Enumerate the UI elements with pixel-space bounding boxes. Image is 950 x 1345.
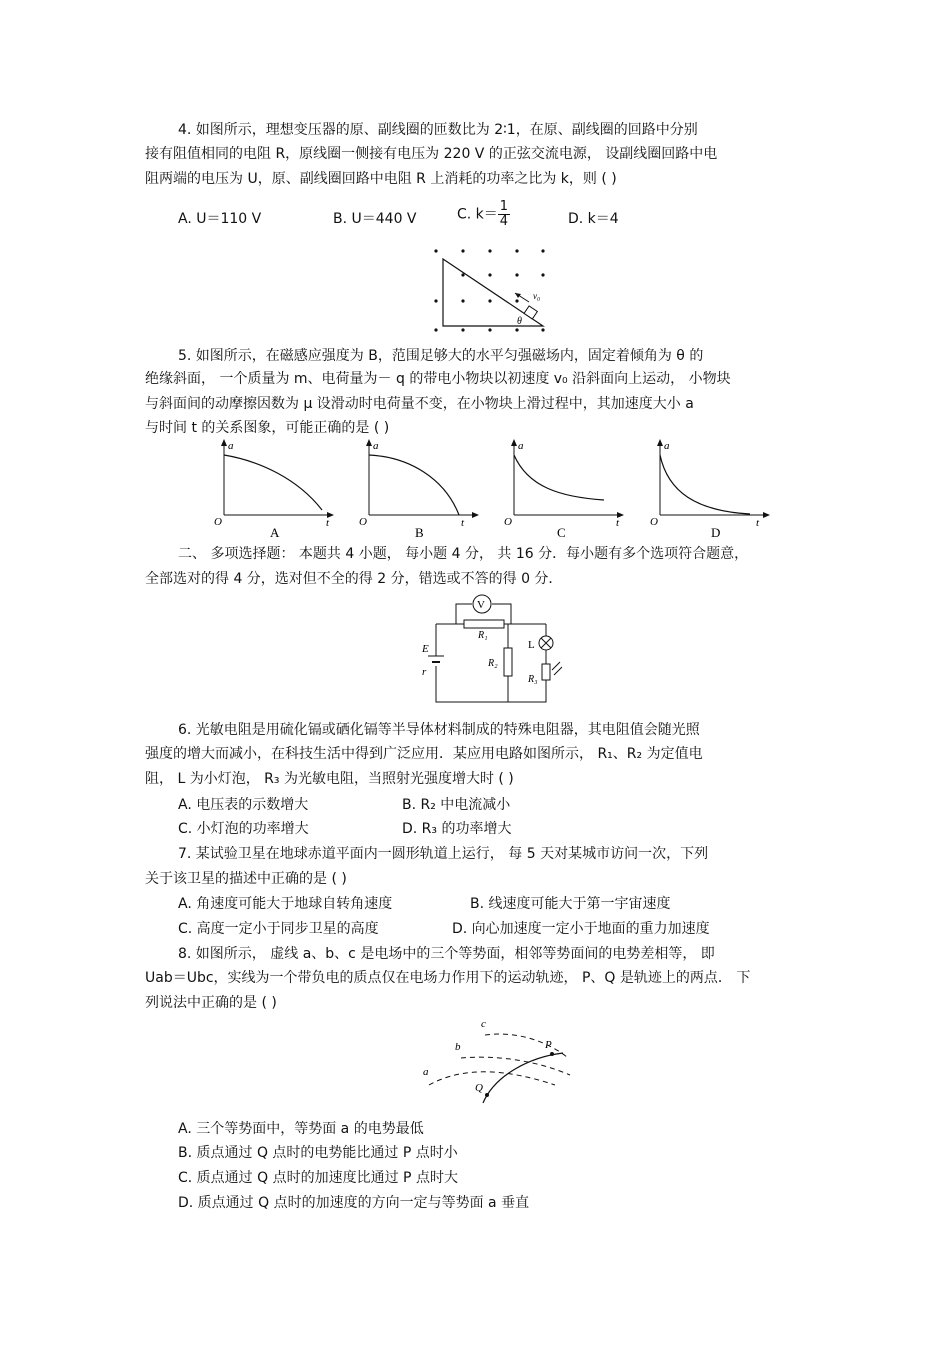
graph-d-ylabel: a	[664, 440, 670, 452]
q8-option-a: A. 三个等势面中，等势面 a 的电势最低	[178, 1121, 424, 1137]
circuit-figure	[416, 590, 566, 710]
block	[524, 306, 537, 319]
graph-a-ylabel: a	[228, 440, 234, 452]
theta-label: θ	[517, 316, 522, 327]
q5-line4: 与时间 t 的关系图象，可能正确的是 ( )	[145, 420, 390, 436]
graph-c-xlabel: t	[616, 517, 620, 529]
q6-option-a: A. 电压表的示数增大	[178, 797, 309, 813]
q5-graph-b	[355, 437, 485, 542]
r2-label: R₂	[488, 658, 498, 669]
q5-line1: 5. 如图所示，在磁感应强度为 B，范围足够大的水平匀强磁场内，固定着倾角为 θ 的	[178, 348, 704, 364]
q4-option-d: D. k＝4	[568, 211, 619, 227]
q7-option-a: A. 角速度可能大于地球自转角速度	[178, 896, 393, 912]
graph-d-origin: O	[650, 516, 658, 528]
q7-line1: 7. 某试验卫星在地球赤道平面内一圆形轨道上运行， 每 5 天对某城市访问一次，下列	[178, 846, 709, 862]
q6-option-c: C. 小灯泡的功率增大	[178, 821, 309, 837]
graph-c-caption: C	[557, 525, 566, 540]
q6-line3: 阻， L 为小灯泡， R₃ 为光敏电阻，当照射光强度增大时 ( )	[145, 771, 514, 787]
q7-line2: 关于该卫星的描述中正确的是 ( )	[145, 871, 347, 887]
curve-d	[660, 455, 750, 514]
q5-line2: 绝缘斜面， 一个质量为 m、电荷量为－ q 的带电小物块以初速度 v₀ 沿斜面向上运动， 小物块	[145, 371, 731, 387]
q4-option-c-denominator: 4	[499, 214, 509, 229]
q4-option-c-prefix: C. k＝	[457, 206, 498, 223]
q6-line2: 强度的增大而减小，在科技生活中得到广泛应用．某应用电路如图所示， R₁、R₂ 为定值电	[145, 746, 703, 762]
q6-option-b: B. R₂ 中电流减小	[402, 797, 511, 813]
r3-label: R₃	[528, 674, 538, 685]
graph-c-ylabel: a	[518, 440, 524, 452]
curve-b	[369, 455, 459, 515]
q7-option-b: B. 线速度可能大于第一宇宙速度	[470, 896, 671, 912]
graph-a-caption: A	[270, 525, 280, 540]
emf-label: E	[422, 643, 429, 655]
resistor-r1	[464, 620, 504, 628]
q8-equipotential-figure	[415, 1015, 575, 1110]
q4-option-c-numerator: 1	[499, 199, 509, 214]
q7-option-d: D. 向心加速度一定小于地面的重力加速度	[452, 921, 710, 937]
q4-option-a: A. U＝110 V	[178, 211, 262, 227]
q8-option-c: C. 质点通过 Q 点时的加速度比通过 P 点时大	[178, 1170, 458, 1186]
graph-a-origin: O	[214, 516, 222, 528]
voltmeter-label: V	[477, 599, 485, 611]
q4-line2: 接有阻值相同的电阻 R，原线圈一侧接有电压为 220 V 的正弦交流电源， 设副线圈回路中电	[145, 146, 718, 162]
q6-line1: 6. 光敏电阻是用硫化镉或硒化镉等半导体材料制成的特殊电阻器，其电阻值会随光照	[178, 722, 700, 738]
q4-option-c-fraction	[498, 200, 510, 229]
q4-line3: 阻两端的电压为 U，原、副线圈回路中电阻 R 上消耗的功率之比为 k，则 ( )	[145, 171, 617, 187]
resistor-r3	[542, 664, 550, 680]
lamp-label: L	[528, 639, 535, 651]
equipotential-a	[429, 1072, 555, 1085]
trajectory	[483, 1053, 563, 1103]
label-p: P	[545, 1039, 552, 1051]
q5-graph-d	[646, 437, 776, 542]
curve-a	[224, 455, 322, 510]
q6-option-d: D. R₃ 的功率增大	[402, 821, 512, 837]
q5-graph-c	[500, 437, 630, 542]
q7-option-c: C. 高度一定小于同步卫星的高度	[178, 921, 379, 937]
q8-line2: Uab＝Ubc，实线为一个带负电的质点仅在电场力作用下的运动轨迹， P、Q 是轨迹上的两点． 下	[145, 970, 751, 986]
label-c: c	[481, 1018, 486, 1030]
velocity-arrowhead	[515, 293, 521, 298]
curve-c	[514, 455, 604, 500]
q5-incline-figure	[425, 242, 555, 337]
graph-d-caption: D	[711, 525, 721, 540]
label-a: a	[423, 1066, 429, 1078]
q4-line1: 4. 如图所示，理想变压器的原、副线圈的匝数比为 2∶1，在原、副线圈的回路中分别	[178, 122, 698, 138]
q8-line1: 8. 如图所示， 虚线 a、b、c 是电场中的三个等势面，相邻等势面间的电势差相等， 即	[178, 946, 715, 962]
section2-line1: 二、 多项选择题： 本题共 4 小题， 每小题 4 分， 共 16 分．每小题有多个选项符合题意，	[178, 546, 749, 562]
graph-a-xlabel: t	[326, 517, 330, 529]
label-q: Q	[475, 1082, 483, 1094]
resistor-r2	[504, 648, 512, 676]
q8-option-d: D. 质点通过 Q 点时的加速度的方向一定与等势面 a 垂直	[178, 1195, 530, 1211]
label-b: b	[455, 1041, 461, 1053]
graph-b-ylabel: a	[373, 440, 379, 452]
q4-option-b: B. U＝440 V	[333, 211, 417, 227]
internal-resistance-label: r	[422, 666, 427, 678]
graph-b-origin: O	[359, 516, 367, 528]
r1-label: R₁	[478, 630, 488, 641]
equipotential-c	[485, 1034, 567, 1057]
q4-option-c	[457, 200, 510, 229]
graph-b-xlabel: t	[461, 517, 465, 529]
q5-line3: 与斜面间的动摩擦因数为 μ 设滑动时电荷量不变，在小物块上滑过程中，其加速度大小 a	[145, 396, 694, 412]
v0-label: v₀	[533, 291, 541, 301]
graph-d-xlabel: t	[756, 517, 760, 529]
equipotential-b	[461, 1057, 570, 1075]
q5-graph-a	[210, 437, 340, 542]
point-q	[485, 1093, 489, 1097]
section2-line2: 全部选对的得 4 分，选对但不全的得 2 分，错选或不答的得 0 分．	[145, 571, 563, 587]
q8-option-b: B. 质点通过 Q 点时的电势能比通过 P 点时小	[178, 1145, 458, 1161]
q8-line3: 列说法中正确的是 ( )	[145, 995, 277, 1011]
graph-c-origin: O	[504, 516, 512, 528]
graph-b-caption: B	[415, 525, 424, 540]
point-p	[550, 1052, 554, 1056]
